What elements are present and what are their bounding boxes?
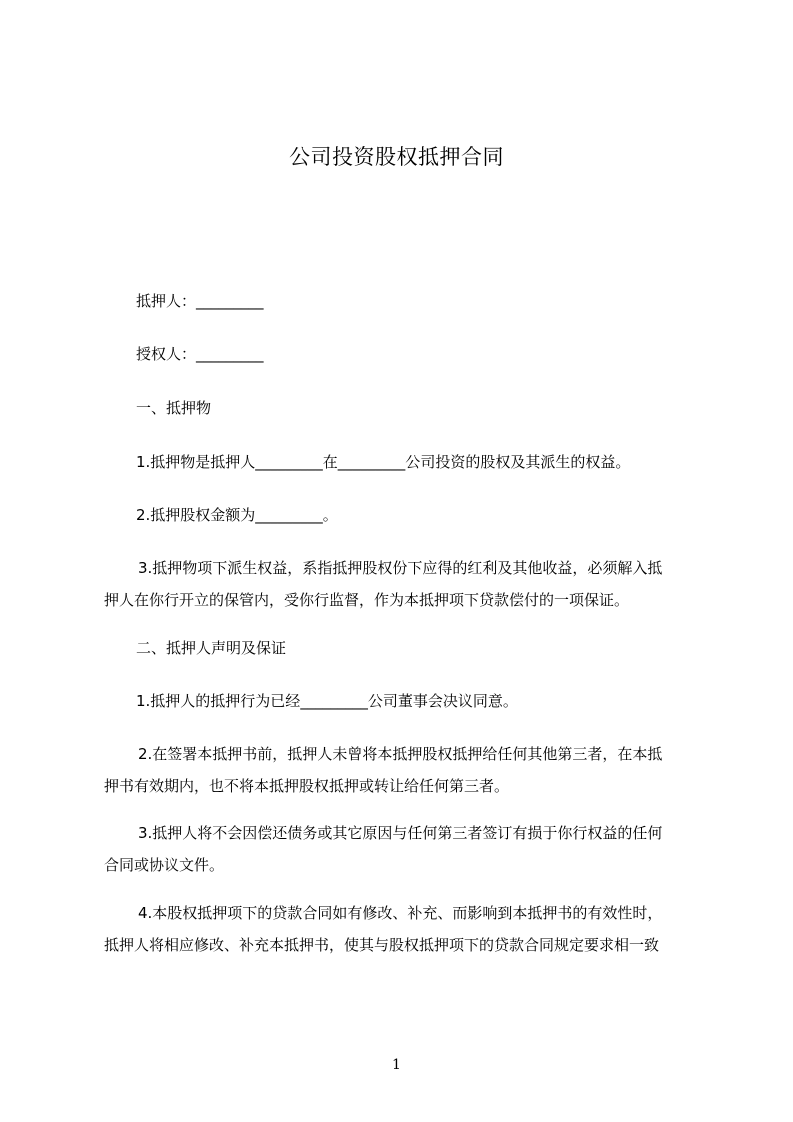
section-2-item-4-line-2: 抵押人将相应修改、补充本抵押书，使其与股权抵押项下的贷款合同规定要求相一致 — [104, 936, 660, 954]
section-1-heading: 一、抵押物 — [136, 399, 212, 417]
section-2-item-1: 1.抵押人的抵押行为已经_________公司董事会决议同意。 — [136, 692, 518, 710]
mortgagor-field: 抵押人：_________ — [136, 292, 264, 310]
page-number: 1 — [392, 1057, 401, 1073]
section-2-item-2-line-1: 2.在签署本抵押书前，抵押人未曾将本抵押股权抵押给任何其他第三者，在本抵 — [138, 745, 663, 763]
section-2-heading: 二、抵押人声明及保证 — [136, 639, 287, 657]
document-title: 公司投资股权抵押合同 — [289, 145, 504, 169]
section-2-item-3-line-2: 合同或协议文件。 — [104, 856, 225, 874]
section-1-item-3-line-1: 3.抵押物项下派生权益，系指抵押股权份下应得的红利及其他收益，必须解入抵 — [138, 559, 663, 577]
section-2-item-2-line-2: 押书有效期内，也不将本抵押股权抵押或转让给任何第三者。 — [104, 777, 510, 795]
section-2-item-3-line-1: 3.抵押人将不会因偿还债务或其它原因与任何第三者签订有损于你行权益的任何 — [138, 824, 663, 842]
section-1-item-2: 2.抵押股权金额为_________。 — [136, 506, 338, 524]
section-1-item-3 — [104, 557, 704, 611]
section-2-item-4-line-1: 4.本股权抵押项下的贷款合同如有修改、补充、而影响到本抵押书的有效性时， — [138, 904, 663, 922]
section-2-item-2 — [104, 743, 704, 797]
section-2-item-4 — [104, 902, 704, 956]
section-1-item-1: 1.抵押物是抵押人_________在_________公司投资的股权及其派生的权益。 — [136, 453, 631, 471]
authorized-person-field: 授权人：_________ — [136, 345, 264, 363]
section-2-item-3 — [104, 822, 704, 876]
section-1-item-3-line-2: 押人在你行开立的保管内，受你行监督，作为本抵押项下贷款偿付的一项保证。 — [104, 591, 630, 609]
